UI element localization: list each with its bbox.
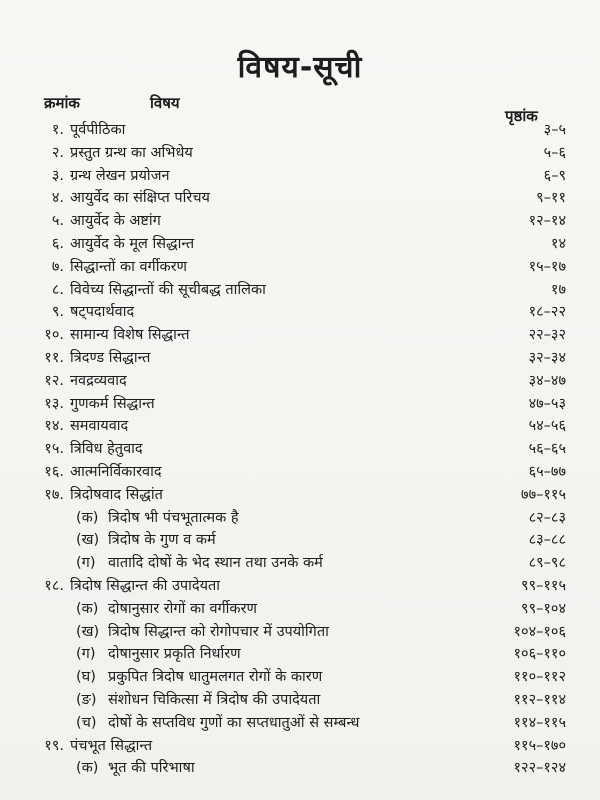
entry-number: (ख): [76, 623, 100, 640]
entry-number: १२.: [44, 372, 64, 389]
entry-number: १९.: [44, 737, 64, 754]
entry-number: १८.: [44, 578, 64, 594]
entry-number: (ख): [76, 532, 100, 549]
entry-page-range: ११०–११२: [513, 669, 566, 686]
toc-subentry: [0, 712, 600, 734]
entry-page-range: ९९–१०४: [521, 600, 566, 617]
entry-page-range: ११४–११५: [513, 714, 566, 731]
entry-number: (क): [76, 600, 99, 617]
toc-subentry: [0, 689, 600, 711]
entry-number: १५.: [44, 441, 64, 458]
entry-title: नवद्रव्यवाद: [70, 372, 127, 389]
entry-title: गुणकर्म सिद्धान्त: [70, 395, 155, 412]
entry-title: प्रकुपित त्रिदोष धातुमलगत रोगों के कारण: [108, 669, 323, 686]
toc-entry: [0, 187, 600, 209]
column-header-page: पृष्ठांक: [505, 107, 538, 125]
entry-page-range: १४: [550, 236, 566, 252]
toc-subentry: [0, 598, 600, 620]
entry-title: ग्रन्थ लेखन प्रयोजन: [70, 167, 170, 184]
toc-entry: [0, 347, 600, 369]
entry-title: दोषानुसार प्रकृति निर्धारण: [108, 646, 241, 663]
entry-number: (ग): [76, 555, 96, 572]
entry-page-range: १७: [550, 281, 566, 298]
toc-entry: [0, 370, 600, 392]
entry-title: संशोधन चिकित्सा में त्रिदोष की उपादेयता: [108, 692, 321, 708]
entry-title: त्रिदोष भी पंचभूतात्मक है: [108, 509, 239, 526]
entry-number: ९.: [51, 304, 64, 321]
entry-page-range: १०६–११०: [513, 646, 566, 663]
entry-number: १४.: [44, 418, 64, 435]
entry-title: त्रिदोष सिद्धान्त की उपादेयता: [70, 578, 221, 594]
entry-page-range: ३२–३४: [528, 350, 566, 366]
toc-entry: [0, 142, 600, 164]
entry-page-range: ५४–५६: [528, 418, 566, 435]
entry-title: षट्पदार्थवाद: [70, 304, 135, 321]
entry-title: आयुर्वेद के मूल सिद्धान्त: [70, 236, 195, 252]
toc-entry: [0, 461, 600, 483]
entry-number: ११.: [44, 350, 64, 366]
entry-page-range: १८–२२: [528, 304, 566, 321]
toc-subentry: [0, 643, 600, 665]
entry-title: पूर्वपीठिका: [70, 122, 126, 138]
toc-entry: [0, 233, 600, 255]
entry-number: ४.: [51, 190, 64, 207]
entry-page-range: ६५–७७: [528, 464, 566, 480]
entry-page-range: १०४–१०६: [513, 623, 566, 640]
toc-subentry: [0, 529, 600, 551]
entry-title: त्रिदण्ड सिद्धान्त: [70, 350, 151, 366]
entry-title: वातादि दोषों के भेद स्थान तथा उनके कर्म: [108, 555, 323, 572]
toc-entry: [0, 575, 600, 597]
entry-number: ८.: [51, 281, 64, 298]
toc-entry: [0, 415, 600, 437]
entry-number: ६.: [51, 236, 64, 252]
entry-number: (घ): [76, 669, 96, 686]
entry-title: पंचभूत सिद्धान्त: [70, 737, 153, 754]
entry-title: सामान्य विशेष सिद्धान्त: [70, 327, 190, 344]
entry-page-range: ८३–८८: [528, 532, 566, 549]
column-header-subject: विषय: [150, 94, 180, 112]
entry-number: २.: [51, 144, 64, 161]
toc-subentry: [0, 507, 600, 529]
entry-title: त्रिदोषवाद सिद्धांत: [70, 486, 163, 503]
toc-entry: [0, 210, 600, 232]
entry-page-range: ५–६: [543, 144, 566, 161]
entry-number: (च): [76, 714, 97, 731]
entry-title: भूत की परिभाषा: [108, 760, 195, 777]
entry-page-range: ३–५: [543, 122, 566, 138]
entry-page-range: ३४–४७: [528, 372, 566, 389]
entry-page-range: ९९–११५: [521, 578, 566, 594]
entry-title: आयुर्वेद का संक्षिप्त परिचय: [70, 190, 210, 207]
entry-title: समवायवाद: [70, 418, 129, 435]
entry-page-range: ८२–८३: [528, 509, 566, 526]
toc-entry: [0, 165, 600, 187]
entry-number: (ग): [76, 646, 96, 663]
page-title: विषय-सूची: [237, 50, 363, 85]
entry-title: त्रिदोष सिद्धान्त को रोगोपचार में उपयोगिता: [108, 623, 329, 640]
entry-number: ३.: [51, 167, 64, 184]
entry-number: १६.: [44, 464, 64, 480]
entry-title: प्रस्तुत ग्रन्थ का अभिधेय: [70, 144, 193, 161]
entry-page-range: ६–९: [543, 167, 566, 184]
entry-page-range: २२–३२: [528, 327, 566, 344]
entry-page-range: ४७–५३: [528, 395, 566, 412]
toc-entry: [0, 256, 600, 278]
toc-subentry: [0, 757, 600, 779]
entry-page-range: ८९–९८: [528, 555, 566, 572]
entry-title: त्रिदोष के गुण व कर्म: [108, 532, 216, 549]
column-header-serial: क्रमांक: [44, 94, 80, 112]
entry-number: १.: [51, 122, 64, 138]
toc-entry: [0, 324, 600, 346]
toc-entry: [0, 301, 600, 323]
entry-number: १७.: [44, 486, 64, 503]
entry-page-range: १५–१७: [528, 258, 566, 275]
entry-number: (ङ): [76, 692, 97, 708]
entry-page-range: ११५–१७०: [513, 737, 566, 754]
entry-number: ७.: [51, 258, 64, 275]
entry-number: ५.: [51, 213, 64, 230]
entry-number: १३.: [44, 395, 64, 412]
entry-title: दोषों के सप्तविध गुणों का सप्तधातुओं से सम्बन्ध: [108, 714, 360, 731]
entry-page-range: १२२–१२४: [513, 760, 566, 777]
toc-entry: [0, 438, 600, 460]
entry-title: आयुर्वेद के अष्टांग: [70, 213, 161, 230]
entry-page-range: १२–१४: [528, 213, 566, 230]
entry-number: १०.: [44, 327, 64, 344]
toc-entry: [0, 393, 600, 415]
entry-title: आत्मनिर्विकारवाद: [70, 464, 162, 480]
toc-subentry: [0, 666, 600, 688]
entry-title: दोषानुसार रोगों का वर्गीकरण: [108, 600, 257, 617]
toc-entry: [0, 279, 600, 301]
entry-page-range: ९–११: [536, 190, 566, 207]
toc-subentry: [0, 552, 600, 574]
entry-title: सिद्धान्तों का वर्गीकरण: [70, 258, 188, 275]
toc-entry: [0, 119, 600, 141]
toc-entry: [0, 484, 600, 506]
toc-entry: [0, 735, 600, 757]
toc-subentry: [0, 621, 600, 643]
entry-page-range: ५६–६५: [528, 441, 566, 458]
entry-number: (क): [76, 509, 99, 526]
entry-page-range: ७७–११५: [521, 486, 566, 503]
entry-title: त्रिविध हेतुवाद: [70, 441, 143, 458]
entry-page-range: ११२–११४: [513, 692, 566, 708]
entry-title: विवेच्य सिद्धान्तों की सूचीबद्ध तालिका: [70, 281, 266, 298]
entry-number: (क): [76, 760, 99, 777]
